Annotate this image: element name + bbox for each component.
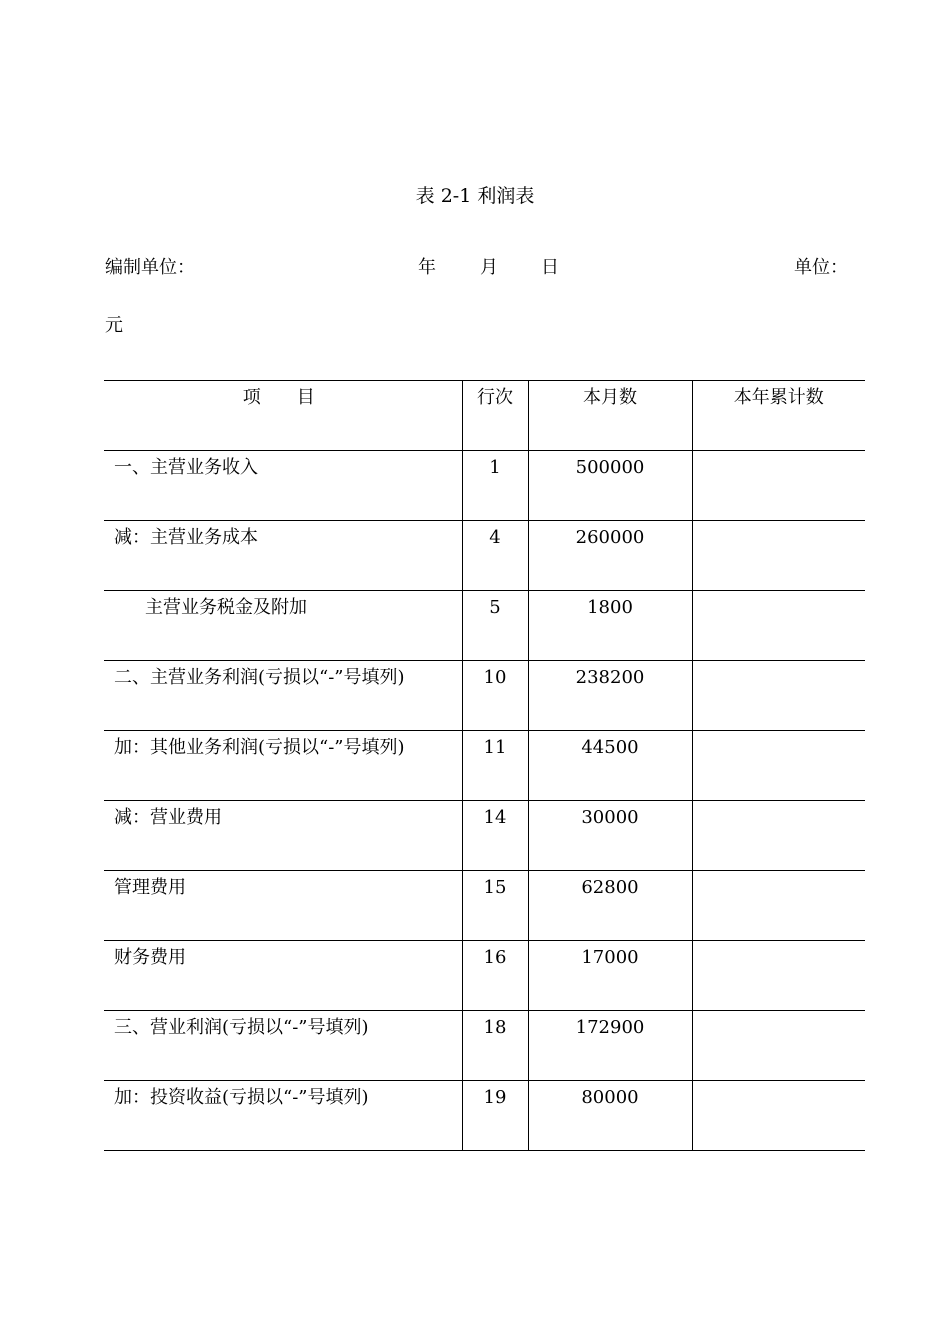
row-current-month: 30000 (528, 801, 692, 871)
table-row (104, 1011, 865, 1081)
table-row (104, 661, 865, 731)
row-year-to-date (692, 591, 865, 661)
header-line-no: 行次 (462, 381, 528, 451)
row-year-to-date (692, 1011, 865, 1081)
row-current-month: 80000 (528, 1081, 692, 1151)
unit-value: 元 (105, 315, 123, 336)
table-row (104, 731, 865, 801)
year-label: 年 (418, 257, 436, 278)
header-current-month: 本月数 (528, 381, 692, 451)
row-year-to-date (692, 1081, 865, 1151)
table-row (104, 1081, 865, 1151)
row-current-month: 17000 (528, 941, 692, 1011)
row-line-no: 16 (462, 941, 528, 1011)
unit-label: 单位： (794, 257, 848, 278)
row-current-month: 62800 (528, 871, 692, 941)
row-current-month: 238200 (528, 661, 692, 731)
header-year-to-date: 本年累计数 (692, 381, 865, 451)
row-item: 一、主营业务收入 (104, 451, 462, 521)
row-year-to-date (692, 451, 865, 521)
row-line-no: 18 (462, 1011, 528, 1081)
row-year-to-date (692, 731, 865, 801)
row-current-month: 500000 (528, 451, 692, 521)
row-line-no: 14 (462, 801, 528, 871)
row-item: 加：其他业务利润(亏损以“-”号填列) (104, 731, 462, 801)
day-label: 日 (541, 257, 559, 278)
header-item: 项 目 (104, 381, 462, 451)
row-item: 减：主营业务成本 (104, 521, 462, 591)
row-item: 管理费用 (104, 871, 462, 941)
row-line-no: 4 (462, 521, 528, 591)
table-row (104, 521, 865, 591)
row-line-no: 19 (462, 1081, 528, 1151)
row-item: 减：营业费用 (104, 801, 462, 871)
row-item: 三、营业利润(亏损以“-”号填列) (104, 1011, 462, 1081)
row-current-month: 172900 (528, 1011, 692, 1081)
row-current-month: 44500 (528, 731, 692, 801)
table-row (104, 591, 865, 661)
row-year-to-date (692, 871, 865, 941)
row-line-no: 1 (462, 451, 528, 521)
table-row (104, 801, 865, 871)
row-current-month: 260000 (528, 521, 692, 591)
table-row (104, 451, 865, 521)
table-header-row (104, 381, 865, 451)
row-year-to-date (692, 661, 865, 731)
income-statement-table (104, 380, 865, 1151)
prepared-by-label: 编制单位： (105, 257, 195, 278)
row-line-no: 10 (462, 661, 528, 731)
row-item: 二、主营业务利润(亏损以“-”号填列) (104, 661, 462, 731)
table-row (104, 941, 865, 1011)
page-title: 表 2-1 利润表 (415, 185, 535, 207)
row-item: 财务费用 (104, 941, 462, 1011)
row-line-no: 5 (462, 591, 528, 661)
row-line-no: 15 (462, 871, 528, 941)
row-year-to-date (692, 941, 865, 1011)
row-item: 主营业务税金及附加 (104, 591, 462, 661)
row-item: 加：投资收益(亏损以“-”号填列) (104, 1081, 462, 1151)
table-row (104, 871, 865, 941)
row-line-no: 11 (462, 731, 528, 801)
row-year-to-date (692, 801, 865, 871)
month-label: 月 (480, 257, 498, 278)
row-year-to-date (692, 521, 865, 591)
row-current-month: 1800 (528, 591, 692, 661)
